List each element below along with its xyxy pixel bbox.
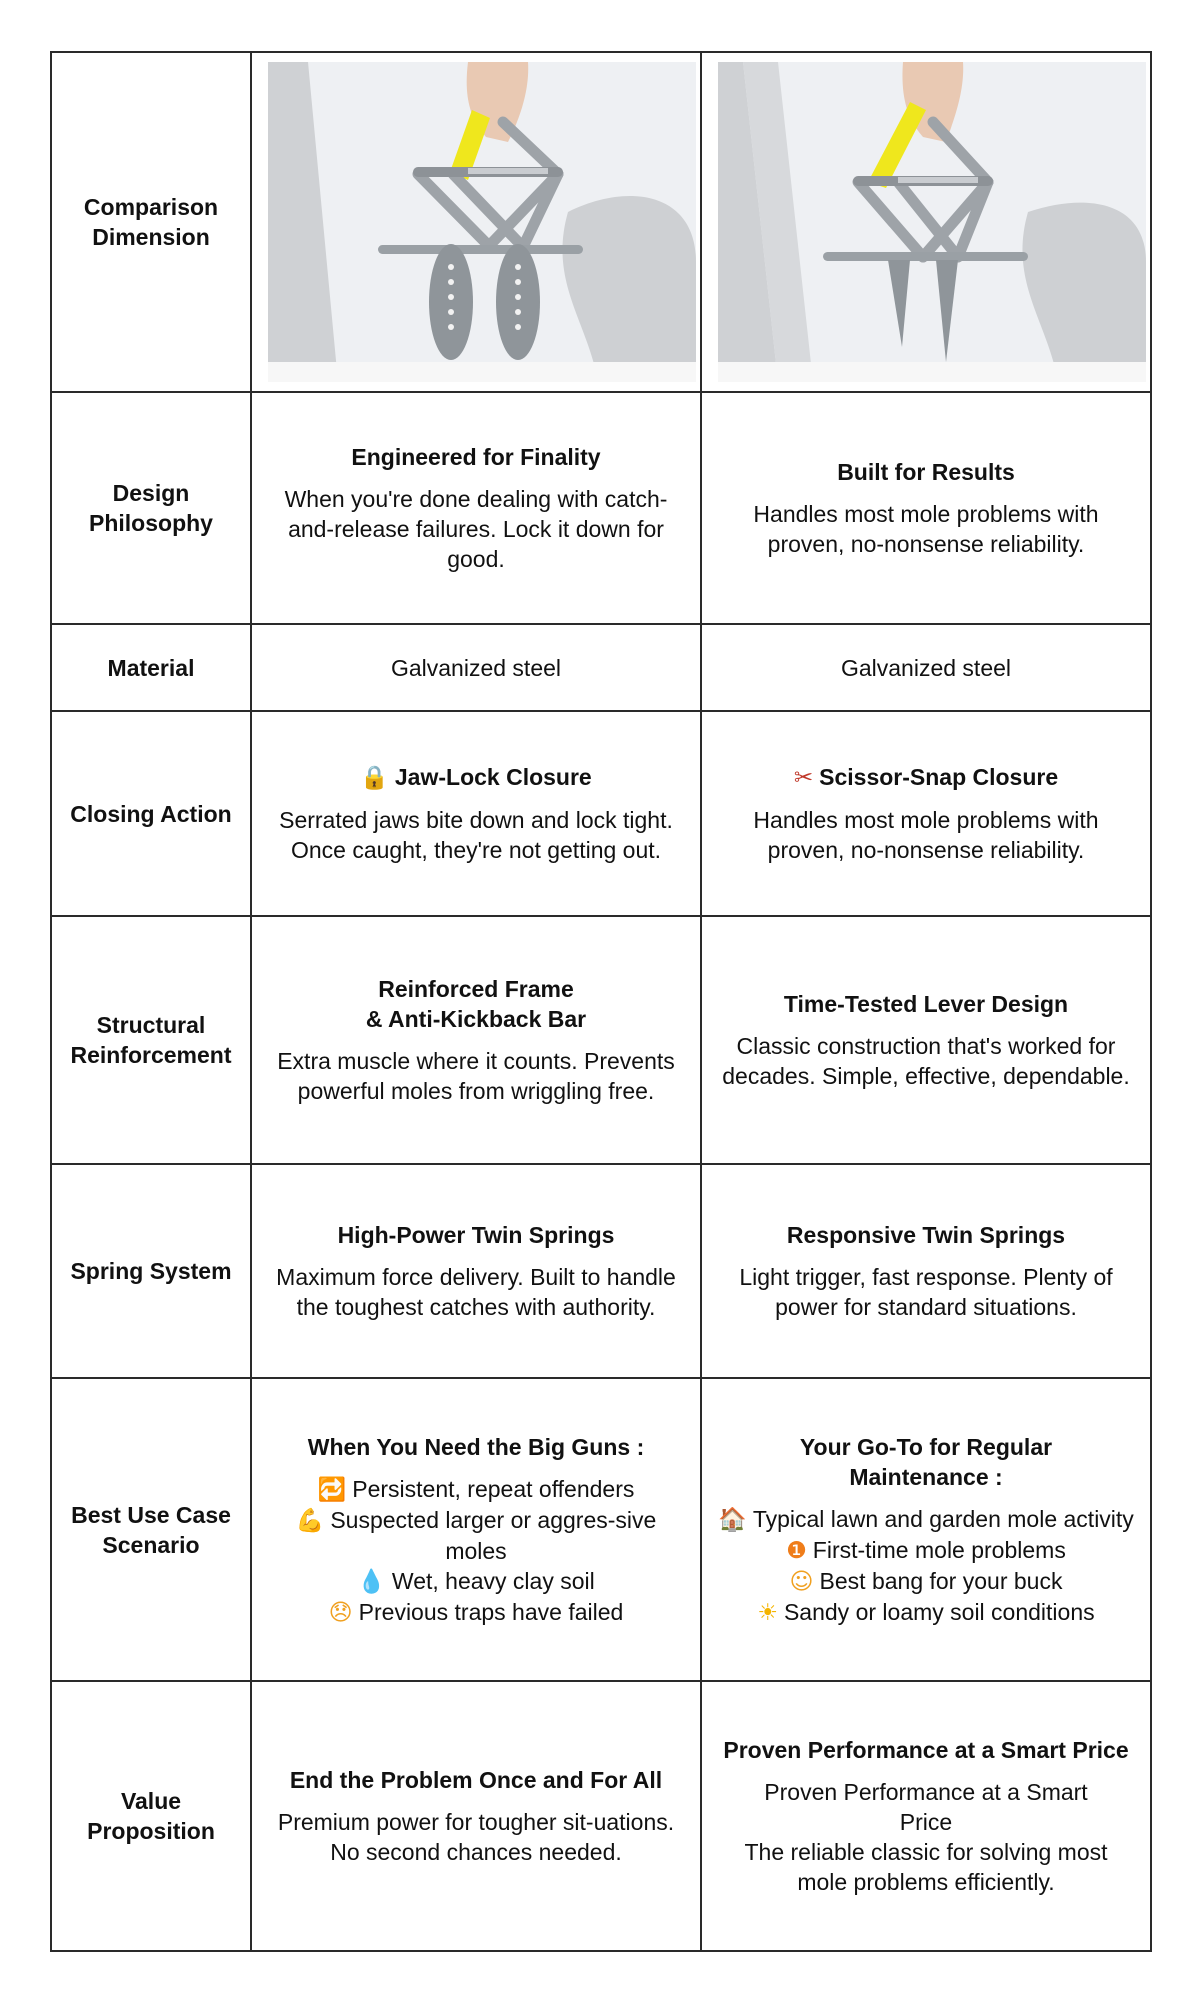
table-row (51, 711, 1151, 916)
list-item-text: Sandy or loamy soil conditions (783, 1598, 1095, 1625)
product-a-cell (251, 1378, 701, 1681)
list-item (268, 1597, 684, 1628)
cell-text: Maximum force delivery. Built to handle the toughest catches with authority. (276, 1264, 676, 1320)
cell-text: Premium power for tougher sit-uations. No second chances needed. (277, 1809, 675, 1865)
list-item-text: Wet, heavy clay soil (391, 1567, 595, 1594)
product-b-cell (701, 1681, 1151, 1951)
product-b-cell (701, 1378, 1151, 1681)
cell-title: Time-Tested Lever Design (783, 991, 1069, 1017)
cell-text: Handles most mole problems with proven, no-nonsense reliability. (753, 501, 1099, 557)
cell-title (268, 762, 684, 793)
product-a-cell (251, 624, 701, 711)
cell-title: When You Need the Big Guns : (307, 1433, 645, 1460)
product-a-cell (251, 1164, 701, 1378)
cell-text: Galvanized steel (390, 654, 562, 681)
cell-text: Classic construction that's worked for decades. Simple, effective, dependable. (722, 1033, 1130, 1089)
list-item (268, 1566, 684, 1597)
cell-title: End the Problem Once and For All (289, 1767, 663, 1793)
number-one-icon: ❶ (786, 1537, 807, 1564)
cell-title: Engineered for Finality (351, 444, 601, 470)
list-item-text: First-time mole problems (812, 1536, 1066, 1563)
cell-title: Responsive Twin Springs (786, 1222, 1066, 1248)
lock-icon: 🔒 (360, 765, 389, 791)
product-b-cell (701, 624, 1151, 711)
list-item-text: Typical lawn and garden mole activity (752, 1505, 1134, 1532)
cell-text (710, 1777, 1142, 1897)
table-row (51, 1164, 1151, 1378)
cell-title: Built for Results (837, 459, 1015, 485)
list-item (718, 1566, 1134, 1597)
product-b-image-cell (701, 52, 1151, 392)
cell-text-line: The reliable classic for solving most mole problems efficiently. (744, 1839, 1108, 1895)
product-b-cell (701, 392, 1151, 624)
list-item-text: Best bang for your buck (819, 1567, 1063, 1594)
disappointed-face-icon: 😞 (328, 1599, 353, 1626)
cell-title: Proven Performance at a Smart Price (723, 1737, 1129, 1763)
cell-text: When you're done dealing with catch-and-release failures. Lock it down for good. (284, 486, 668, 572)
product-b-cell (701, 1164, 1151, 1378)
list-item (718, 1535, 1134, 1566)
comparison-table (50, 51, 1152, 1952)
list-item-text: Persistent, repeat offenders (352, 1475, 635, 1502)
product-a-image-cell (251, 52, 701, 392)
product-b-cell (701, 711, 1151, 916)
house-icon: 🏠 (718, 1506, 747, 1533)
table-row (51, 1378, 1151, 1681)
row-label: Design Philosophy (51, 392, 251, 624)
cell-text-line: Proven Performance at a Smart Price (764, 1779, 1088, 1835)
cell-title-text: Jaw-Lock Closure (394, 764, 592, 790)
product-b-trap-image (718, 62, 1146, 382)
product-b-cell (701, 916, 1151, 1164)
cell-text: Handles most mole problems with proven, no-nonsense reliability. (753, 807, 1099, 863)
table-row (51, 916, 1151, 1164)
product-a-cell (251, 711, 701, 916)
cell-title: High-Power Twin Springs (337, 1222, 615, 1248)
list-item (718, 1597, 1134, 1628)
cell-title-line: Reinforced Frame (378, 976, 574, 1002)
smiling-face-icon: ☺ (789, 1568, 814, 1595)
cell-title-text: Scissor-Snap Closure (819, 764, 1059, 790)
table-row (51, 1681, 1151, 1951)
cell-title-line: & Anti-Kickback Bar (365, 1006, 587, 1032)
list-item (718, 1504, 1134, 1535)
list-item (268, 1474, 684, 1505)
list-item (268, 1505, 684, 1566)
use-case-list (268, 1474, 684, 1628)
cell-title: Your Go-To for Regular Maintenance : (799, 1433, 1053, 1490)
flexed-bicep-icon: 💪 (295, 1507, 325, 1534)
table-row (51, 392, 1151, 624)
row-label: Best Use Case Scenario (51, 1378, 251, 1681)
cell-text: Galvanized steel (840, 654, 1012, 681)
cell-title (268, 974, 684, 1034)
repeat-icon: 🔁 (317, 1476, 347, 1503)
list-item-text: Previous traps have failed (358, 1598, 624, 1625)
cell-text: Light trigger, fast response. Plenty of power for standard situations. (739, 1264, 1113, 1320)
sun-icon: ☀ (757, 1599, 778, 1626)
cell-title (718, 762, 1134, 793)
header-row (51, 52, 1151, 392)
scissors-icon: ✂ (793, 765, 814, 791)
product-a-cell (251, 1681, 701, 1951)
use-case-list (718, 1504, 1134, 1628)
cell-text: Extra muscle where it counts. Prevents powerful moles from wriggling free. (277, 1048, 675, 1104)
product-a-cell (251, 916, 701, 1164)
droplet-icon: 💧 (357, 1568, 386, 1595)
header-label: Comparison Dimension (51, 52, 251, 392)
product-a-cell (251, 392, 701, 624)
row-label: Spring System (51, 1164, 251, 1378)
cell-text: Serrated jaws bite down and lock tight. Once caught, they're not getting out. (279, 807, 673, 863)
row-label: Structural Reinforcement (51, 916, 251, 1164)
row-label: Closing Action (51, 711, 251, 916)
row-label: Value Proposition (51, 1681, 251, 1951)
list-item-text: Suspected larger or aggres-sive moles (330, 1506, 657, 1564)
table-row (51, 624, 1151, 711)
row-label: Material (51, 624, 251, 711)
product-a-trap-image (268, 62, 696, 382)
